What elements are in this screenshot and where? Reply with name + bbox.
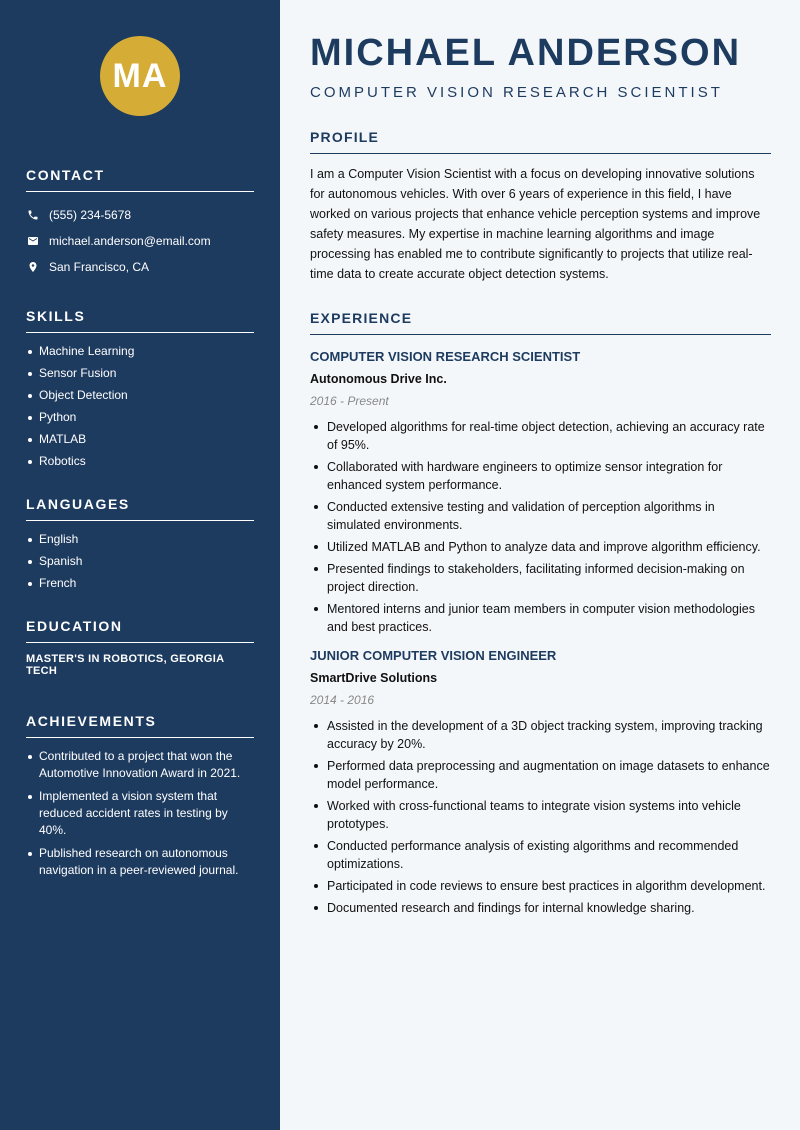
job-title: COMPUTER VISION RESEARCH SCIENTIST <box>310 349 581 364</box>
list-item: French <box>26 575 254 592</box>
sidebar <box>0 0 280 1130</box>
profile-text: I am a Computer Vision Scientist with a focus on developing innovative solutions for autonomous vehicles. With over 6 years of experience in this field, I have worked on various projects that enhance vehicle perception systems and improve safety measures. My expertise in machine learning algorithms and image processing has enabled me to contribute significantly to projects that utilize real-time data to create accurate object detection systems. <box>310 167 761 281</box>
contact-section <box>26 167 254 280</box>
job-dates: 2014 - 2016 <box>310 693 375 707</box>
contact-heading: CONTACT <box>26 167 254 192</box>
education-item: MASTER'S IN ROBOTICS, GEORGIA TECH <box>26 653 224 677</box>
job-entry <box>310 648 771 917</box>
contact-email <box>26 228 254 254</box>
list-item: Conducted extensive testing and validation of perception algorithms in simulated environments. <box>310 498 771 534</box>
skills-section <box>26 308 254 470</box>
list-item: Presented findings to stakeholders, facilitating informed decision-making on project direction. <box>310 560 771 596</box>
main-content <box>280 0 800 1130</box>
initials-avatar: MA <box>100 36 180 116</box>
company-name: Autonomous Drive Inc. <box>310 372 447 386</box>
list-item: Python <box>26 409 254 426</box>
list-item: Mentored interns and junior team members in computer vision methodologies and best practices. <box>310 600 771 636</box>
list-item: Contributed to a project that won the Automotive Innovation Award in 2021. <box>26 748 254 782</box>
job-bullets <box>310 418 771 636</box>
list-item: Spanish <box>26 553 254 570</box>
full-name: MICHAEL ANDERSON <box>310 32 742 74</box>
education-section <box>26 618 254 677</box>
location-pin-icon <box>26 260 40 274</box>
achievements-heading: ACHIEVEMENTS <box>26 713 254 738</box>
list-item: Collaborated with hardware engineers to optimize sensor integration for enhanced system performance. <box>310 458 771 494</box>
languages-list <box>26 531 254 592</box>
list-item: Conducted performance analysis of existing algorithms and recommended optimizations. <box>310 837 771 873</box>
list-item: Implemented a vision system that reduced accident rates in testing by 40%. <box>26 788 254 839</box>
list-item: Documented research and findings for internal knowledge sharing. <box>310 899 771 917</box>
job-bullets <box>310 717 771 917</box>
list-item: Utilized MATLAB and Python to analyze data and improve algorithm efficiency. <box>310 538 771 556</box>
email-icon <box>26 234 40 248</box>
list-item: Worked with cross-functional teams to integrate vision systems into vehicle prototypes. <box>310 797 771 833</box>
list-item: Assisted in the development of a 3D object tracking system, improving tracking accuracy by 20%. <box>310 717 771 753</box>
company-name: SmartDrive Solutions <box>310 671 438 685</box>
list-item: English <box>26 531 254 548</box>
location-text: San Francisco, CA <box>49 260 150 274</box>
list-item: Sensor Fusion <box>26 365 254 382</box>
experience-heading: EXPERIENCE <box>310 310 771 335</box>
job-entry <box>310 349 771 636</box>
email-text: michael.anderson@email.com <box>49 234 211 248</box>
skills-heading: SKILLS <box>26 308 254 333</box>
list-item: Machine Learning <box>26 343 254 360</box>
list-item: Performed data preprocessing and augmentation on image datasets to enhance model performance. <box>310 757 771 793</box>
contact-phone <box>26 202 254 228</box>
achievements-list <box>26 748 254 879</box>
languages-section <box>26 496 254 592</box>
job-dates: 2016 - Present <box>310 394 389 408</box>
achievements-section <box>26 713 254 879</box>
contact-location <box>26 254 254 280</box>
list-item: Published research on autonomous navigation in a peer-reviewed journal. <box>26 845 254 879</box>
profile-heading: PROFILE <box>310 129 771 154</box>
list-item: MATLAB <box>26 431 254 448</box>
job-headline: COMPUTER VISION RESEARCH SCIENTIST <box>310 84 723 101</box>
education-heading: EDUCATION <box>26 618 254 643</box>
languages-heading: LANGUAGES <box>26 496 254 521</box>
list-item: Developed algorithms for real-time object detection, achieving an accuracy rate of 95%. <box>310 418 771 454</box>
list-item: Object Detection <box>26 387 254 404</box>
list-item: Robotics <box>26 453 254 470</box>
phone-text: (555) 234-5678 <box>49 208 132 222</box>
list-item: Participated in code reviews to ensure best practices in algorithm development. <box>310 877 771 895</box>
skills-list <box>26 343 254 470</box>
job-title: JUNIOR COMPUTER VISION ENGINEER <box>310 648 557 663</box>
phone-icon <box>26 208 40 222</box>
